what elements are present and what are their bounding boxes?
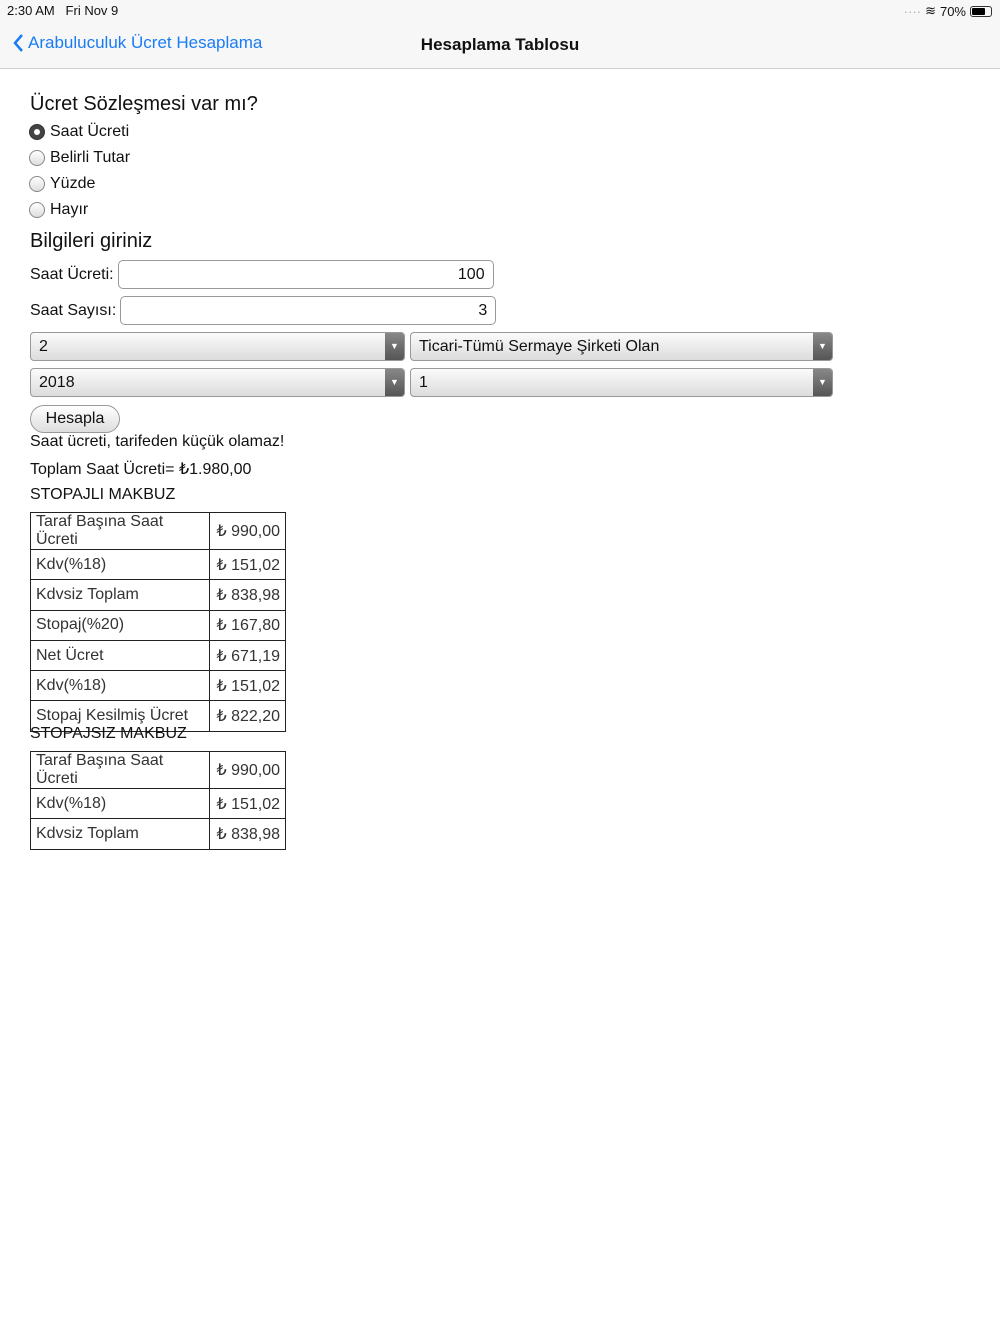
- radio-saat-ucreti[interactable]: [29, 119, 130, 145]
- dropdown-arrow-icon: ▼: [813, 333, 832, 360]
- hours-input[interactable]: 3: [120, 296, 496, 325]
- back-label: Arabuluculuk Ücret Hesaplama: [28, 33, 263, 52]
- radio-label: Saat Ücreti: [50, 123, 130, 140]
- row-value: ₺ 671,19: [210, 640, 286, 670]
- status-bar: [0, 0, 1000, 22]
- row-label: Kdv(%18): [31, 789, 210, 819]
- row-value: ₺ 151,02: [210, 789, 286, 819]
- info-title: Bilgileri giriniz: [30, 230, 153, 252]
- table-row: [31, 752, 286, 789]
- row-value: ₺ 990,00: [210, 513, 286, 550]
- row-label: Kdvsiz Toplam: [31, 819, 210, 849]
- nav-bar: [0, 22, 1000, 69]
- radio-icon: [29, 150, 45, 166]
- signal-icon: ····: [903, 3, 922, 19]
- row-value: ₺ 822,20: [210, 701, 286, 731]
- radio-label: Belirli Tutar: [50, 149, 131, 166]
- row-label: Stopaj(%20): [31, 610, 210, 640]
- year-select[interactable]: [30, 368, 405, 397]
- row-label: Kdv(%18): [31, 671, 210, 701]
- row-label: Kdvsiz Toplam: [31, 580, 210, 610]
- other-select[interactable]: [410, 368, 833, 397]
- contract-question: Ücret Sözleşmesi var mı?: [30, 93, 258, 115]
- radio-belirli-tutar[interactable]: [29, 145, 130, 171]
- row-label: Kdv(%18): [31, 550, 210, 580]
- row-label: Taraf Başına Saat Ücreti: [31, 513, 210, 550]
- dropdown-arrow-icon: ▼: [813, 369, 832, 396]
- stopajli-table: [30, 512, 286, 732]
- stopajsiz-title: STOPAJSIZ MAKBUZ: [30, 725, 187, 742]
- table-row: [31, 671, 286, 701]
- warning-text: Saat ücreti, tarifeden küçük olamaz!: [30, 433, 285, 450]
- table-row: [31, 550, 286, 580]
- select-value: 2: [39, 338, 48, 355]
- battery-percent: 70%: [939, 3, 966, 19]
- battery-icon: [970, 6, 992, 17]
- dropdown-arrow-icon: ▼: [385, 333, 404, 360]
- calculate-button[interactable]: Hesapla: [30, 405, 120, 433]
- table-row: [31, 640, 286, 670]
- stopajli-title: STOPAJLI MAKBUZ: [30, 486, 176, 503]
- select-value: Ticari-Tümü Sermaye Şirketi Olan: [419, 338, 660, 355]
- contract-radio-group: [30, 119, 130, 223]
- rate-label: Saat Ücreti:: [30, 265, 114, 283]
- row-label: Net Ücret: [31, 640, 210, 670]
- radio-label: Hayır: [50, 201, 89, 218]
- table-row: [31, 580, 286, 610]
- stopajsiz-table: [30, 751, 286, 850]
- row-value: ₺ 990,00: [210, 752, 286, 789]
- row-value: ₺ 838,98: [210, 819, 286, 849]
- row-label: Stopaj Kesilmiş Ücret: [31, 701, 210, 731]
- parties-select[interactable]: [30, 332, 405, 361]
- row-value: ₺ 167,80: [210, 610, 286, 640]
- total-text: Toplam Saat Ücreti= ₺1.980,00: [30, 461, 252, 478]
- radio-selected-icon: [29, 124, 45, 140]
- row-value: ₺ 151,02: [210, 550, 286, 580]
- radio-icon: [29, 176, 45, 192]
- table-row: [31, 610, 286, 640]
- radio-icon: [29, 202, 45, 218]
- date: Fri Nov 9: [65, 3, 119, 18]
- page-title: Hesaplama Tablosu: [420, 35, 580, 54]
- radio-yuzde[interactable]: [29, 171, 130, 197]
- time: 2:30 AM: [7, 3, 55, 18]
- select-value: 2018: [39, 374, 75, 391]
- row-value: ₺ 151,02: [210, 671, 286, 701]
- dropdown-arrow-icon: ▼: [385, 369, 404, 396]
- table-row: [31, 819, 286, 849]
- radio-label: Yüzde: [50, 175, 96, 192]
- dispute-type-select[interactable]: [410, 332, 833, 361]
- select-value: 1: [419, 374, 428, 391]
- radio-hayir[interactable]: [29, 197, 130, 223]
- table-row: [31, 513, 286, 550]
- wifi-icon: ≋: [925, 3, 936, 18]
- hourly-rate-input[interactable]: 100: [118, 260, 494, 289]
- row-value: ₺ 838,98: [210, 580, 286, 610]
- hours-label: Saat Sayısı:: [30, 301, 117, 319]
- row-label: Taraf Başına Saat Ücreti: [31, 752, 210, 789]
- table-row: [31, 789, 286, 819]
